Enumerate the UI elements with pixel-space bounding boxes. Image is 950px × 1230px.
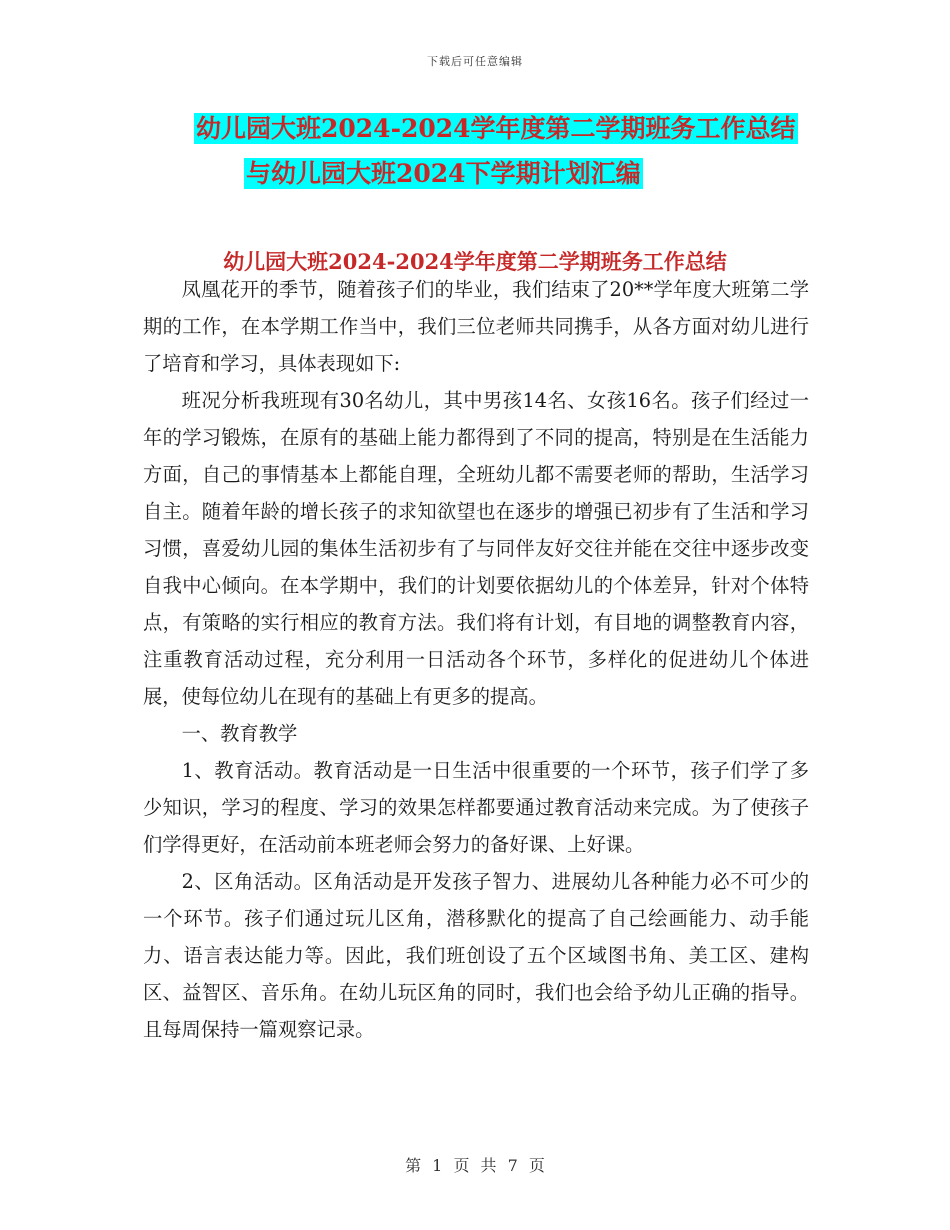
document-title-line-1-text: 幼儿园大班2024-2024学年度第二学期班务工作总结 xyxy=(196,114,796,143)
document-title-line-1 xyxy=(0,111,950,147)
paragraph-intro: 凤凰花开的季节，随着孩子们的毕业，我们结束了20**学年度大班第二学期的工作，在本学期工作当中，我们三位老师共同携手，从各方面对幼儿进行了培育和学习，具体表现如下: xyxy=(143,278,809,375)
paragraph-corner-activity: 2、区角活动。区角活动是开发孩子智力、进展幼儿各种能力必不可少的一个环节。孩子们通过玩儿区角，潜移默化的提高了自己绘画能力、动手能力、语言表达能力等。因此，我们班创设了五个区域图书角、美工区、建构区、益智区、音乐角。在幼儿玩区角的同时，我们也会给予幼儿正确的指导。且每周保持一篇观察记录。 xyxy=(143,870,809,1041)
document-title-line-2-text: 与幼儿园大班2024下学期计划汇编 xyxy=(246,159,641,188)
paragraph-education-activity: 1、教育活动。教育活动是一日生活中很重要的一个环节，孩子们学了多少知识，学习的程度、学习的效果怎样都要通过教育活动来完成。为了使孩子们学得更好，在活动前本班老师会努力的备好课、上好课。 xyxy=(143,759,809,856)
paragraph-class-analysis: 班况分析我班现有30名幼儿，其中男孩14名、女孩16名。孩子们经过一年的学习锻炼，在原有的基础上能力都得到了不同的提高，特别是在生活能力方面，自己的事情基本上都能自理，全班幼儿都不需要老师的帮助，生活学习自主。随着年龄的增长孩子的求知欲望也在逐步的增强已初步有了生活和学习习惯，喜爱幼儿园的集体生活初步有了与同伴友好交往并能在交往中逐步改变自我中心倾向。在本学期中，我们的计划要依据幼儿的个体差异，针对个体特点，有策略的实行相应的教育方法。我们将有计划，有目地的调整教育内容，注重教育活动过程，充分利用一日活动各个环节，多样化的促进幼儿个体进展，使每位幼儿在现有的基础上有更多的提高。 xyxy=(143,389,809,708)
section-title: 幼儿园大班2024-2024学年度第二学期班务工作总结 xyxy=(223,249,727,274)
page-footer: 第 1 页 共 7 页 xyxy=(405,1156,545,1175)
heading-education-teaching: 一、教育教学 xyxy=(181,722,298,745)
header-note: 下载后可任意编辑 xyxy=(427,55,523,68)
document-title-line-2 xyxy=(0,156,950,192)
document-body xyxy=(143,271,809,1048)
